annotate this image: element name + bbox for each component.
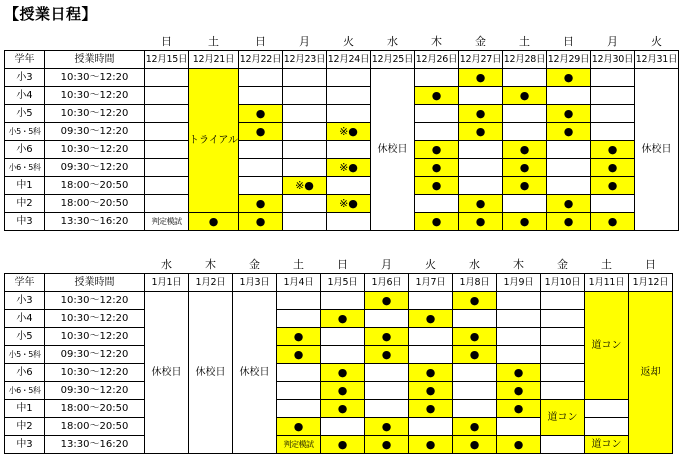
- weekday: 土: [601, 257, 612, 271]
- schedule-cell: [415, 105, 459, 123]
- grade-header: 学年: [5, 274, 45, 292]
- weekday: 火: [651, 34, 662, 48]
- class-dot: ●: [415, 213, 459, 231]
- class-dot: ●: [365, 328, 409, 346]
- class-dot: ●: [503, 177, 547, 195]
- date-header: 12月31日: [635, 51, 679, 69]
- trial-cell: トライアル: [189, 69, 239, 213]
- date-header: 12月27日: [459, 51, 503, 69]
- grade-header: 学年: [5, 51, 45, 69]
- class-dot: ●: [453, 418, 497, 436]
- spacer-cell: [45, 255, 145, 274]
- class-dot: ●: [189, 213, 239, 231]
- date-header: 1月6日: [365, 274, 409, 292]
- class-dot: ●: [503, 159, 547, 177]
- schedule-cell: [503, 69, 547, 87]
- schedule-cell: [277, 364, 321, 382]
- table-row: [5, 213, 679, 231]
- class-dot: ●: [497, 436, 541, 454]
- schedule-cell: [277, 382, 321, 400]
- schedule-cell: [365, 382, 409, 400]
- time-cell: 13:30～16:20: [45, 213, 145, 231]
- time-cell: 10:30～12:20: [45, 141, 145, 159]
- class-dot: ●: [365, 418, 409, 436]
- date-header: 1月5日: [321, 274, 365, 292]
- schedule-cell: [145, 69, 189, 87]
- weekday: 火: [343, 34, 354, 48]
- schedule-cell: [327, 177, 371, 195]
- grade-cell: 小6: [5, 364, 45, 382]
- date-header: 1月2日: [189, 274, 233, 292]
- time-cell: 10:30～12:20: [45, 310, 145, 328]
- class-dot: ●: [365, 292, 409, 310]
- closed-cell: 休校日: [145, 292, 189, 454]
- time-cell: 10:30～12:20: [45, 364, 145, 382]
- date-header: 1月9日: [497, 274, 541, 292]
- class-dot: ●: [453, 346, 497, 364]
- weekday: 日: [161, 34, 172, 48]
- schedule-cell: [239, 69, 283, 87]
- schedule-cell: [497, 328, 541, 346]
- class-dot: ●: [415, 159, 459, 177]
- schedule-cell: [239, 177, 283, 195]
- schedule-cell: [541, 346, 585, 364]
- date-header: 12月21日: [189, 51, 239, 69]
- table-row: [5, 159, 679, 177]
- schedule-cell: [591, 105, 635, 123]
- class-dot: ●: [497, 400, 541, 418]
- class-dot: ●: [503, 213, 547, 231]
- docon-cell: 道コン: [541, 400, 585, 436]
- schedule-cell: [409, 328, 453, 346]
- schedule-cell: [459, 177, 503, 195]
- table-row: [5, 346, 673, 364]
- weekday: 日: [255, 34, 266, 48]
- weekday: 月: [299, 34, 310, 48]
- schedule-cell: [585, 400, 629, 418]
- date-header: 12月22日: [239, 51, 283, 69]
- class-dot: ●: [277, 346, 321, 364]
- class-dot: ●: [409, 382, 453, 400]
- class-dot: ●: [591, 213, 635, 231]
- time-cell: 09:30～12:20: [45, 123, 145, 141]
- weekday: 日: [563, 34, 574, 48]
- grade-cell: 小5・5科: [5, 123, 45, 141]
- weekday: 金: [475, 34, 486, 48]
- weekday: 土: [519, 34, 530, 48]
- weekday: 日: [645, 257, 656, 271]
- class-dot: ●: [497, 382, 541, 400]
- table-row: [5, 310, 673, 328]
- class-dot: ●: [459, 213, 503, 231]
- schedule-cell: [239, 159, 283, 177]
- grade-cell: 中2: [5, 195, 45, 213]
- table-row: [5, 436, 673, 454]
- table-row: [5, 195, 679, 213]
- time-cell: 09:30～12:20: [45, 382, 145, 400]
- weekday: 火: [425, 257, 436, 271]
- table-row: [5, 364, 673, 382]
- class-dot: ●: [409, 310, 453, 328]
- schedule-cell: [283, 105, 327, 123]
- class-mark-dot: ※●: [327, 159, 371, 177]
- schedule-cell: [453, 364, 497, 382]
- grade-cell: 小4: [5, 87, 45, 105]
- class-dot: ●: [547, 69, 591, 87]
- schedule-cell: [497, 346, 541, 364]
- class-dot: ●: [239, 123, 283, 141]
- class-dot: ●: [497, 364, 541, 382]
- return-cell: 返却: [629, 292, 673, 454]
- table-row: [5, 382, 673, 400]
- class-mark-dot: ※●: [283, 177, 327, 195]
- hantei-cell: 判定模試: [277, 436, 321, 454]
- schedule-cell: [145, 159, 189, 177]
- class-dot: ●: [321, 364, 365, 382]
- class-dot: ●: [321, 436, 365, 454]
- schedule-cell: [453, 310, 497, 328]
- schedule-cell: [283, 123, 327, 141]
- weekday: 金: [249, 257, 260, 271]
- time-cell: 10:30～12:20: [45, 87, 145, 105]
- weekday-row: [5, 32, 679, 51]
- schedule-cell: [277, 292, 321, 310]
- table-row: [5, 177, 679, 195]
- schedule-cell: [145, 87, 189, 105]
- schedule-cell: [541, 382, 585, 400]
- weekday: 土: [293, 257, 304, 271]
- class-dot: ●: [591, 177, 635, 195]
- class-dot: ●: [415, 141, 459, 159]
- grade-cell: 中2: [5, 418, 45, 436]
- class-dot: ●: [459, 69, 503, 87]
- schedule-cell: [283, 87, 327, 105]
- schedule-cell: [541, 364, 585, 382]
- weekday: 土: [208, 34, 219, 48]
- table-row: [5, 105, 679, 123]
- time-cell: 13:30～16:20: [45, 436, 145, 454]
- schedule-cell: [145, 177, 189, 195]
- schedule-cell: [415, 123, 459, 141]
- date-header: 1月1日: [145, 274, 189, 292]
- class-dot: ●: [321, 400, 365, 418]
- date-header: 1月3日: [233, 274, 277, 292]
- schedule-cell: [415, 195, 459, 213]
- class-dot: ●: [321, 382, 365, 400]
- weekday: 水: [161, 257, 172, 271]
- time-cell: 18:00～20:50: [45, 400, 145, 418]
- weekday: 木: [205, 257, 216, 271]
- table-row: [5, 328, 673, 346]
- schedule-cell: [283, 195, 327, 213]
- time-cell: 18:00～20:50: [45, 195, 145, 213]
- grade-cell: 小3: [5, 69, 45, 87]
- date-header: 12月26日: [415, 51, 459, 69]
- schedule-cell: [283, 213, 327, 231]
- class-dot: ●: [459, 195, 503, 213]
- date-header: 12月28日: [503, 51, 547, 69]
- schedule-cell: [497, 418, 541, 436]
- schedule-cell: [321, 328, 365, 346]
- class-dot: ●: [503, 141, 547, 159]
- grade-cell: 中1: [5, 177, 45, 195]
- schedule-cell: [415, 69, 459, 87]
- schedule-cell: [283, 141, 327, 159]
- spacer-cell: [5, 32, 45, 51]
- schedule-cell: [277, 310, 321, 328]
- schedule-cell: [327, 69, 371, 87]
- schedule-cell: [365, 364, 409, 382]
- date-header: 12月30日: [591, 51, 635, 69]
- class-dot: ●: [547, 105, 591, 123]
- class-dot: ●: [547, 195, 591, 213]
- docon-cell: 道コン: [585, 436, 629, 454]
- schedule-cell: [541, 292, 585, 310]
- schedule-table-january: [4, 255, 673, 454]
- time-cell: 10:30～12:20: [45, 328, 145, 346]
- date-header: 12月24日: [327, 51, 371, 69]
- schedule-cell: [541, 310, 585, 328]
- grade-cell: 小6: [5, 141, 45, 159]
- time-cell: 10:30～12:20: [45, 105, 145, 123]
- schedule-cell: [541, 328, 585, 346]
- schedule-cell: [453, 382, 497, 400]
- weekday: 木: [513, 257, 524, 271]
- schedule-cell: [239, 141, 283, 159]
- schedule-cell: [541, 436, 585, 454]
- schedule-table-december: [4, 32, 679, 231]
- class-dot: ●: [415, 177, 459, 195]
- schedule-cell: [327, 141, 371, 159]
- schedule-cell: [547, 159, 591, 177]
- table-row: [5, 123, 679, 141]
- class-dot: ●: [453, 328, 497, 346]
- header-row: [5, 274, 673, 292]
- spacer-cell: [5, 255, 45, 274]
- schedule-cell: [459, 87, 503, 105]
- class-dot: ●: [409, 400, 453, 418]
- weekday: 水: [387, 34, 398, 48]
- schedule-cell: [145, 123, 189, 141]
- grade-cell: 中3: [5, 213, 45, 231]
- table-row: [5, 141, 679, 159]
- schedule-cell: [327, 213, 371, 231]
- class-dot: ●: [409, 364, 453, 382]
- time-cell: 10:30～12:20: [45, 69, 145, 87]
- grade-cell: 小6・5科: [5, 382, 45, 400]
- grade-cell: 小3: [5, 292, 45, 310]
- grade-cell: 小5・5科: [5, 346, 45, 364]
- weekday: 金: [557, 257, 568, 271]
- hantei-cell: 判定模試: [145, 213, 189, 231]
- schedule-cell: [503, 195, 547, 213]
- closed-cell: 休校日: [189, 292, 233, 454]
- class-dot: ●: [277, 328, 321, 346]
- time-cell: 18:00～20:50: [45, 418, 145, 436]
- schedule-cell: [591, 87, 635, 105]
- weekday: 月: [607, 34, 618, 48]
- class-dot: ●: [365, 436, 409, 454]
- schedule-cell: [585, 418, 629, 436]
- schedule-cell: [277, 400, 321, 418]
- schedule-cell: [365, 310, 409, 328]
- schedule-cell: [497, 310, 541, 328]
- grade-cell: 中1: [5, 400, 45, 418]
- class-mark-dot: ※●: [327, 195, 371, 213]
- class-dot: ●: [547, 123, 591, 141]
- schedule-cell: [145, 105, 189, 123]
- schedule-cell: [327, 87, 371, 105]
- class-dot: ●: [365, 346, 409, 364]
- spacer-cell: [45, 32, 145, 51]
- class-dot: ●: [503, 87, 547, 105]
- grade-cell: 小5: [5, 328, 45, 346]
- class-dot: ●: [459, 105, 503, 123]
- schedule-cell: [283, 159, 327, 177]
- weekday-row: [5, 255, 673, 274]
- date-header: 1月12日: [629, 274, 673, 292]
- weekday: 月: [381, 257, 392, 271]
- class-dot: ●: [277, 418, 321, 436]
- date-header: 12月23日: [283, 51, 327, 69]
- schedule-cell: [547, 177, 591, 195]
- schedule-cell: [409, 346, 453, 364]
- schedule-cell: [591, 195, 635, 213]
- grade-cell: 中3: [5, 436, 45, 454]
- grade-cell: 小4: [5, 310, 45, 328]
- date-header: 1月8日: [453, 274, 497, 292]
- schedule-cell: [547, 141, 591, 159]
- time-header: 授業時間: [45, 274, 145, 292]
- date-header: 1月7日: [409, 274, 453, 292]
- class-dot: ●: [591, 159, 635, 177]
- time-cell: 09:30～12:20: [45, 159, 145, 177]
- weekday: 日: [337, 257, 348, 271]
- schedule-cell: [547, 87, 591, 105]
- docon-cell: 道コン: [585, 292, 629, 400]
- table-row: [5, 87, 679, 105]
- closed-cell: 休校日: [371, 69, 415, 231]
- weekday: 水: [469, 257, 480, 271]
- closed-cell: 休校日: [635, 69, 679, 231]
- class-dot: ●: [591, 141, 635, 159]
- table-row: [5, 292, 673, 310]
- time-header: 授業時間: [45, 51, 145, 69]
- header-row: [5, 51, 679, 69]
- table-row: [5, 69, 679, 87]
- schedule-cell: [591, 69, 635, 87]
- schedule-cell: [145, 195, 189, 213]
- weekday: 木: [431, 34, 442, 48]
- schedule-cell: [283, 69, 327, 87]
- class-dot: ●: [453, 292, 497, 310]
- page-title: 【授業日程】: [4, 5, 98, 23]
- schedule-cell: [239, 87, 283, 105]
- schedule-cell: [327, 105, 371, 123]
- time-cell: 10:30～12:20: [45, 292, 145, 310]
- schedule-cell: [321, 418, 365, 436]
- class-dot: ●: [459, 123, 503, 141]
- class-dot: ●: [239, 105, 283, 123]
- schedule-cell: [409, 292, 453, 310]
- schedule-cell: [497, 292, 541, 310]
- date-header: 1月4日: [277, 274, 321, 292]
- schedule-cell: [321, 292, 365, 310]
- schedule-cell: [591, 123, 635, 141]
- date-header: 1月10日: [541, 274, 585, 292]
- schedule-cell: [459, 159, 503, 177]
- class-mark-dot: ※●: [327, 123, 371, 141]
- class-dot: ●: [547, 213, 591, 231]
- schedule-cell: [453, 400, 497, 418]
- grade-cell: 小6・5科: [5, 159, 45, 177]
- schedule-cell: [459, 141, 503, 159]
- class-dot: ●: [239, 195, 283, 213]
- time-cell: 18:00～20:50: [45, 177, 145, 195]
- date-header: 12月29日: [547, 51, 591, 69]
- schedule-cell: [321, 346, 365, 364]
- closed-cell: 休校日: [233, 292, 277, 454]
- date-header: 1月11日: [585, 274, 629, 292]
- schedule-cell: [145, 141, 189, 159]
- date-header: 12月15日: [145, 51, 189, 69]
- class-dot: ●: [239, 213, 283, 231]
- schedule-cell: [409, 418, 453, 436]
- date-header: 12月25日: [371, 51, 415, 69]
- schedule-cell: [503, 123, 547, 141]
- class-dot: ●: [415, 87, 459, 105]
- table-row: [5, 400, 673, 418]
- time-cell: 09:30～12:20: [45, 346, 145, 364]
- schedule-cell: [365, 400, 409, 418]
- grade-cell: 小5: [5, 105, 45, 123]
- class-dot: ●: [453, 436, 497, 454]
- class-dot: ●: [409, 436, 453, 454]
- class-dot: ●: [321, 310, 365, 328]
- schedule-cell: [503, 105, 547, 123]
